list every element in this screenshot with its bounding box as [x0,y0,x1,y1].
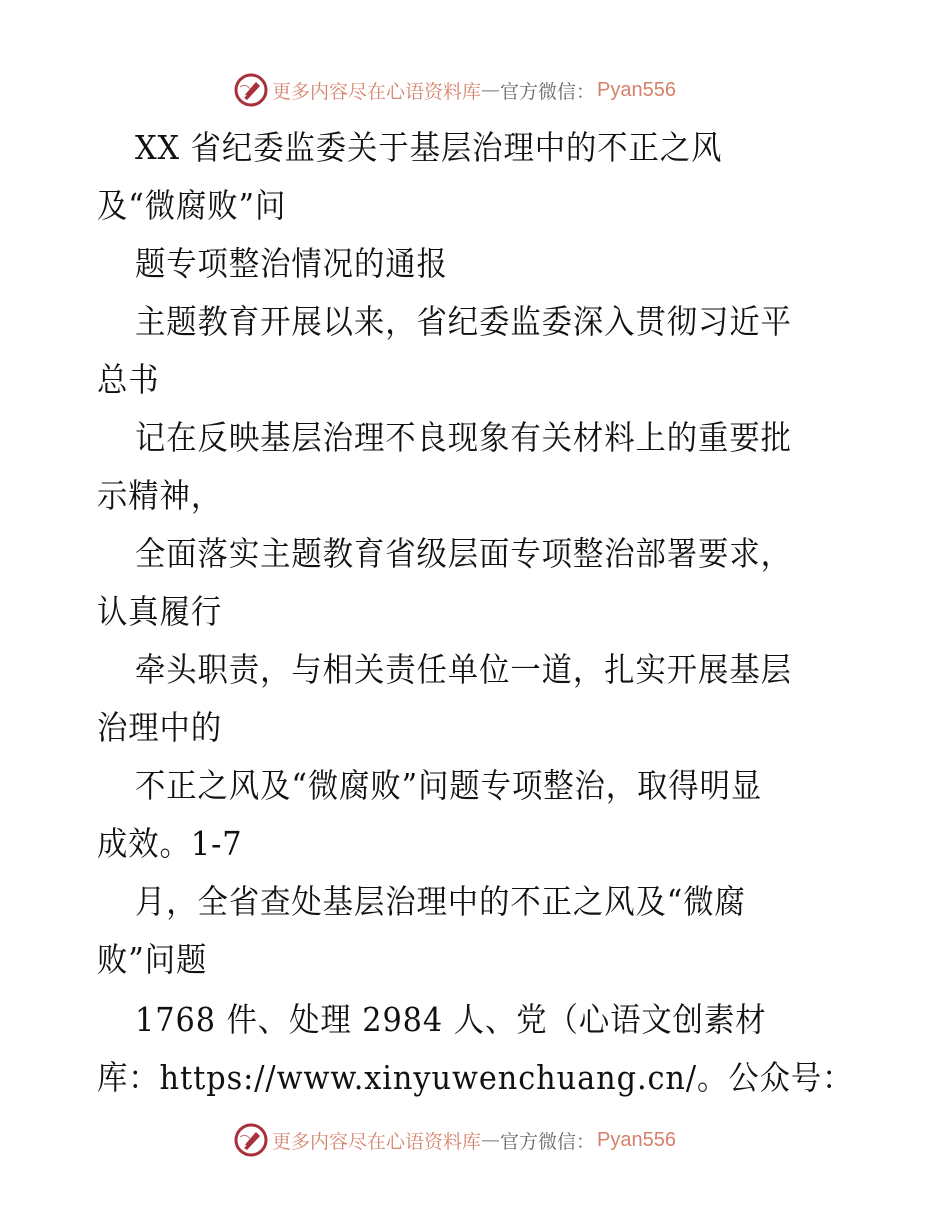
watermark-slogan: 更多内容尽在心语资料库 [272,1130,482,1153]
body-line-4: 示精神， [97,476,223,515]
title-line-2: 及“微腐败”问 [97,186,287,225]
body-line-13: 1768 件、处理 2984 人、党（心语文创素材 [135,1000,767,1039]
body-line-10: 成效。1-7 [97,824,243,863]
quill-pen-logo-icon [234,1123,268,1157]
body-line-12: 败”问题 [97,940,208,979]
body-line-11: 月，全省查处基层治理中的不正之风及“微腐 [135,882,746,921]
body-line-6: 认真履行 [97,592,223,631]
header-watermark [234,72,676,108]
quill-pen-logo-icon [234,73,268,107]
body-line-14-url: 库：https://www.xinyuwenchuang.cn/。公众号： [97,1058,854,1097]
title-line-3: 题专项整治情况的通报 [135,244,448,283]
body-line-5: 全面落实主题教育省级层面专项整治部署要求， [135,534,792,573]
title-line-1: XX 省纪委监委关于基层治理中的不正之风 [135,128,723,167]
watermark-wechat-id: Pyan556 [597,78,676,101]
watermark-slogan: 更多内容尽在心语资料库 [272,80,482,103]
watermark-dash: — [481,79,501,101]
body-line-9: 不正之风及“微腐败”问题专项整治，取得明显 [135,766,763,805]
watermark-wechat-label: 官方微信： [500,80,596,103]
body-line-1: 主题教育开展以来，省纪委监委深入贯彻习近平 [135,302,792,341]
body-line-3: 记在反映基层治理不良现象有关材料上的重要批 [135,418,792,457]
watermark-wechat-label: 官方微信： [500,1130,596,1153]
body-line-7: 牵头职责，与相关责任单位一道，扎实开展基层 [135,650,792,689]
body-line-2: 总书 [97,360,160,399]
footer-watermark [234,1122,676,1158]
watermark-wechat-id: Pyan556 [597,1128,676,1151]
watermark-dash: — [481,1129,501,1151]
body-line-8: 治理中的 [97,708,223,747]
